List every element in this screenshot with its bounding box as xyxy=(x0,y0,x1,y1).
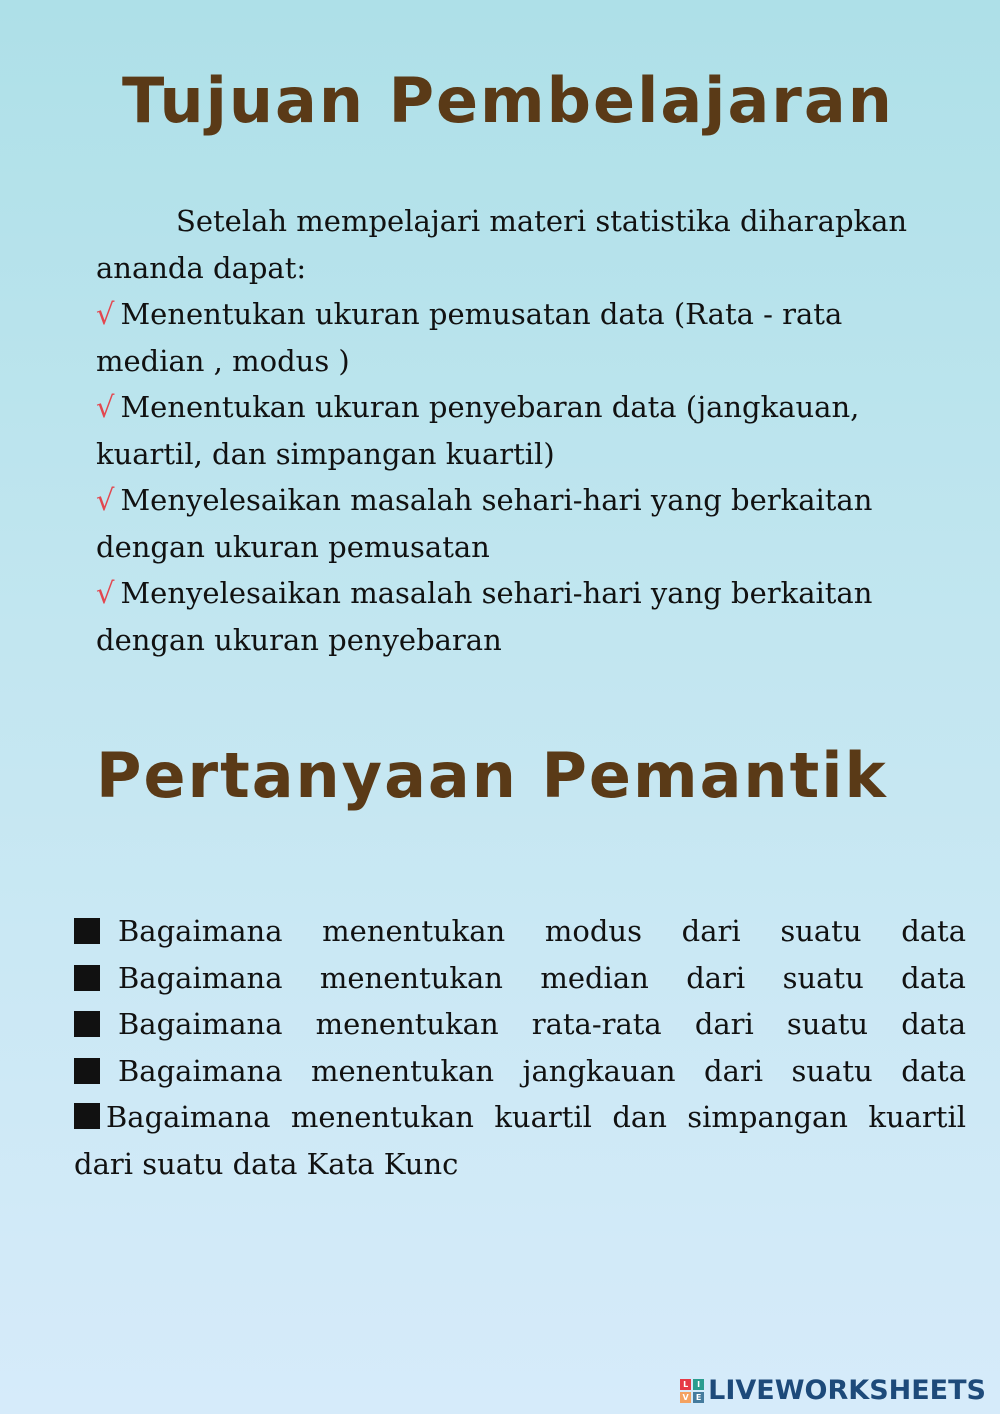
question-word: Bagaimana xyxy=(118,1007,283,1041)
liveworksheets-brand xyxy=(680,1375,986,1406)
logo-letter: I xyxy=(693,1379,704,1390)
question-item xyxy=(74,955,966,1002)
question-word: data xyxy=(901,960,966,995)
question-item-last xyxy=(74,1094,966,1187)
brand-name: LIVEWORKSHEETS xyxy=(708,1375,986,1406)
question-word: dari xyxy=(686,960,746,995)
square-bullet-icon xyxy=(74,965,100,991)
question-word: suatu xyxy=(791,1053,873,1088)
objective-item xyxy=(96,291,956,384)
question-word: Bagaimana xyxy=(118,914,283,948)
question-word: rata-rata xyxy=(531,1007,662,1041)
objective-text: Menyelesaikan masalah sehari-hari yang berkaitan dengan ukuran pemusatan xyxy=(96,483,873,564)
objective-item xyxy=(96,384,956,477)
question-item xyxy=(74,908,966,955)
question-word: data xyxy=(901,1007,966,1041)
question-text: Bagaimana menentukan kuartil dan simpangan kuartil dari suatu data Kata Kunc xyxy=(74,1100,966,1181)
question-word: menentukan xyxy=(322,914,506,948)
question-word: median xyxy=(540,960,649,995)
logo-letter: L xyxy=(680,1379,691,1390)
question-word: dari xyxy=(681,914,741,948)
section-title-tujuan: Tujuan Pembelajaran xyxy=(122,64,894,137)
questions-block xyxy=(74,908,966,1187)
square-bullet-icon xyxy=(74,1103,100,1129)
question-word: Bagaimana xyxy=(118,1053,283,1088)
question-word: menentukan xyxy=(319,960,503,995)
liveworksheets-logo-icon xyxy=(680,1379,704,1403)
objective-item xyxy=(96,477,956,570)
question-word: dari xyxy=(704,1053,764,1088)
question-word: suatu xyxy=(780,914,862,948)
question-word: data xyxy=(901,1053,966,1088)
check-icon: √ xyxy=(96,483,115,517)
logo-letter: E xyxy=(693,1392,704,1403)
objectives-block xyxy=(96,198,956,663)
question-word: menentukan xyxy=(315,1007,499,1041)
question-word: data xyxy=(901,914,966,948)
square-bullet-icon xyxy=(74,918,100,944)
question-word: Bagaimana xyxy=(118,960,283,995)
question-item xyxy=(74,1048,966,1095)
question-word: suatu xyxy=(786,1007,869,1041)
question-word: menentukan xyxy=(310,1053,495,1088)
objective-text: Menentukan ukuran pemusatan data (Rata - rata median , modus ) xyxy=(96,297,843,378)
check-icon: √ xyxy=(96,576,115,610)
check-icon: √ xyxy=(96,297,115,331)
question-word: modus xyxy=(544,914,642,948)
check-icon: √ xyxy=(96,390,115,424)
objective-text: Menentukan ukuran penyebaran data (jangkauan, kuartil, dan simpangan kuartil) xyxy=(96,390,860,471)
question-word: dari xyxy=(694,1007,754,1041)
section-title-pemantik: Pertanyaan Pemantik xyxy=(96,739,888,812)
objective-item xyxy=(96,570,956,663)
square-bullet-icon xyxy=(74,1011,100,1037)
objective-text: Menyelesaikan masalah sehari-hari yang berkaitan dengan ukuran penyebaran xyxy=(96,576,873,657)
question-word: jangkauan xyxy=(522,1053,676,1088)
objectives-intro: Setelah mempelajari materi statistika diharapkan ananda dapat: xyxy=(96,204,908,285)
logo-letter: V xyxy=(680,1392,691,1403)
square-bullet-icon xyxy=(74,1058,100,1084)
question-word: suatu xyxy=(782,960,864,995)
question-item xyxy=(74,1001,966,1048)
